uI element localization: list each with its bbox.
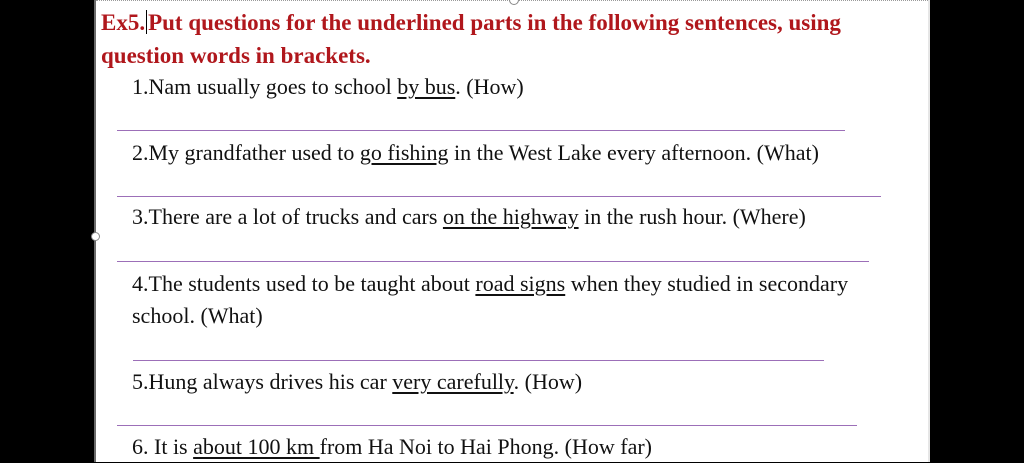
exercise-label: Ex5. — [101, 10, 146, 35]
question-5 — [132, 366, 582, 398]
text-cursor — [146, 10, 147, 34]
answer-line-1[interactable] — [117, 130, 845, 131]
question-text: 2.My grandfather used to — [132, 140, 360, 165]
question-4 — [132, 268, 848, 300]
question-text: 6. It is — [132, 434, 194, 459]
question-text: in the rush hour. (Where) — [578, 204, 806, 229]
underlined-part: on the highway — [442, 204, 579, 229]
question-text: 5.Hung always drives his car — [132, 369, 393, 394]
answer-line-4[interactable] — [133, 360, 824, 361]
question-text: . (How) — [455, 74, 524, 99]
underlined-part: go fishing — [359, 140, 449, 165]
question-6 — [132, 431, 652, 463]
question-2 — [132, 137, 819, 169]
question-4-continuation — [132, 300, 263, 332]
instruction-line-1: Put questions for the underlined parts in the following sentences, using — [148, 10, 841, 35]
question-text: from Ha Noi to Hai Phong. (How far) — [319, 434, 652, 459]
question-3 — [132, 201, 806, 233]
question-text: 4.The students used to be taught about — [132, 271, 476, 296]
answer-line-2[interactable] — [117, 196, 881, 197]
underlined-part: road signs — [475, 271, 566, 296]
question-text: 1.Nam usually goes to school — [132, 74, 398, 99]
question-text: when they studied in secondary — [565, 271, 849, 296]
underlined-part: very carefully — [392, 369, 514, 394]
question-1 — [132, 71, 524, 103]
instruction-line-2: question words in brackets. — [101, 43, 371, 68]
answer-line-3[interactable] — [117, 261, 869, 262]
underlined-part: by bus — [397, 74, 456, 99]
answer-line-5[interactable] — [117, 425, 857, 426]
question-text: school. (What) — [132, 303, 263, 328]
question-text: 3.There are a lot of trucks and cars — [132, 204, 443, 229]
resize-handle-left[interactable] — [91, 232, 100, 241]
exercise-heading — [101, 6, 901, 72]
page-right-edge — [928, 0, 930, 462]
question-text: . (How) — [513, 369, 583, 394]
underlined-part: about 100 km — [193, 434, 320, 459]
question-text: in the West Lake every afternoon. (What) — [448, 140, 819, 165]
